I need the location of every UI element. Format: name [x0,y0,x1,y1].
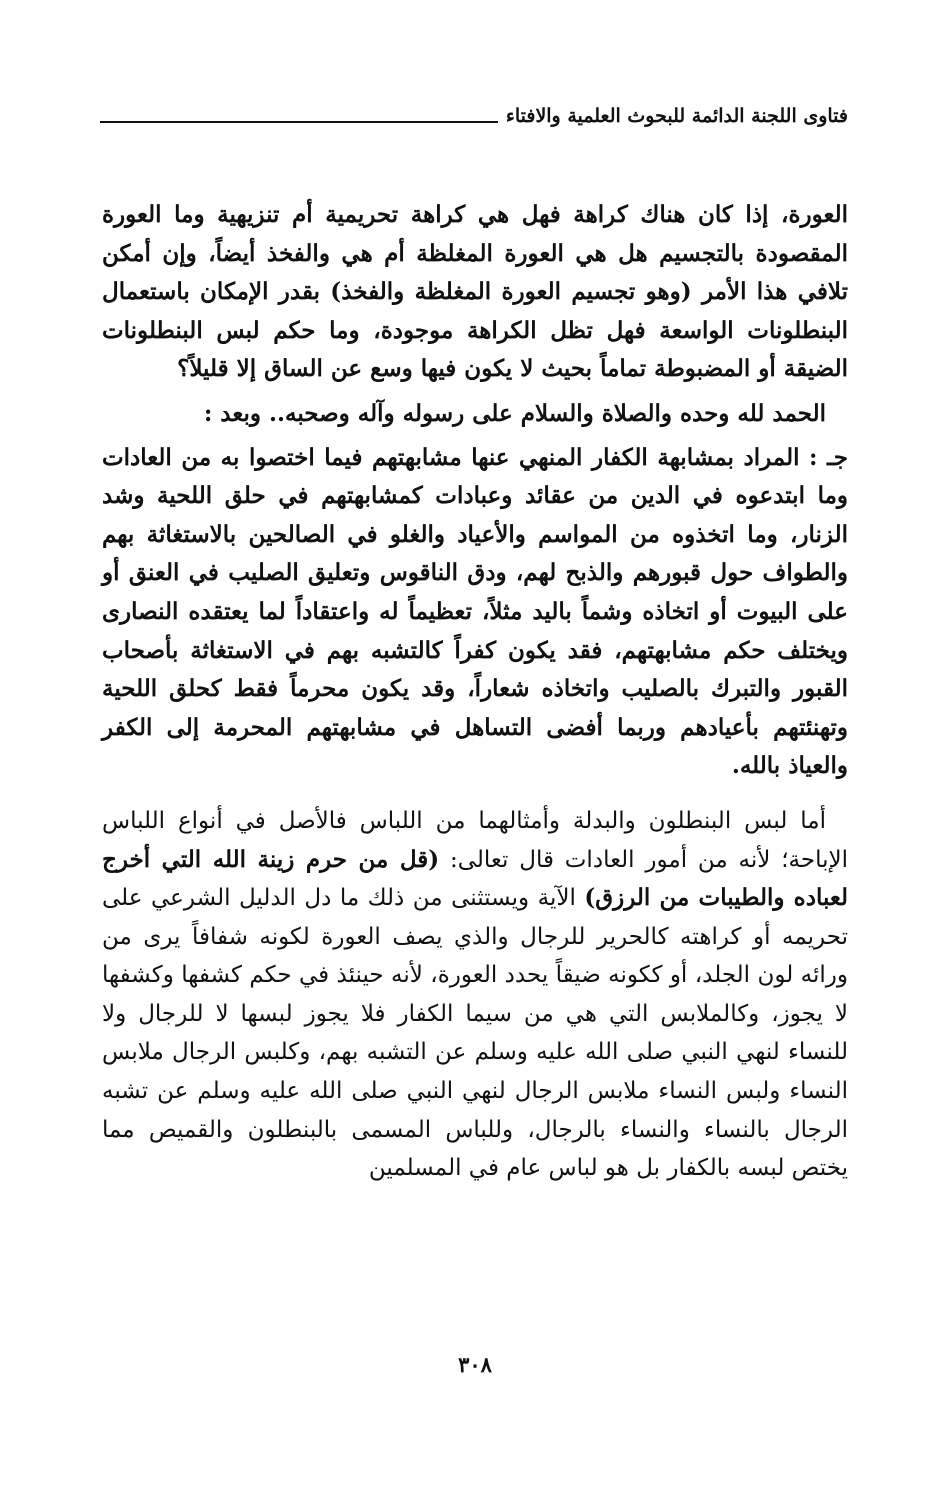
praise-line: الحمد لله وحده والصلاة والسلام على رسوله وآله وصحبه.. وبعد : [203,399,826,427]
ruling-text-before-verse: أما لبس البنطلون والبدلة وأمثالهما من اللباس فالأصل في أنواع اللباس الإباحة؛ لأنه من أمور العادات قال تعالى: [102,807,849,873]
ruling-paragraph [102,802,848,1188]
question-paragraph: العورة، إذا كان هناك كراهة فهل هي كراهة تحريمية أم تنزيهية وما العورة المقصودة بالتجسيم هل هي العورة المغلظة أم هي والفخذ أيضاً، وإن أمكن تلافي هذا الأمر (وهو تجسيم العورة المغلظة والفخذ) بقدر الإمكان باستعمال البنطلونات الواسعة فهل تظل الكراهة موجودة، وما حكم لبس البنطلونات الضيقة أو المضبوطة تماماً بحيث لا يكون فيها وسع عن الساق إلا قليلاً؟ [102,201,848,383]
answer-text: المراد بمشابهة الكفار المنهي عنها مشابهتهم فيما اختصوا به من العادات وما ابتدعوه في الدين من عقائد وعبادات كمشابهتهم في حلق اللحية وشد الزنار، وما اتخذوه من المواسم والأعياد والغلو في الصالحين بالاستغاثة بهم والطواف حول قبورهم والذبح لهم، ودق الناقوس وتعليق الصليب في العنق أو على البيوت أو اتخاذه وشماً باليد مثلاً، تعظيماً له واعتقاداً لما يعتقده النصارى ويختلف حكم مشابهتهم، فقد يكون كفراً كالتشبه بهم في الاستغاثة بأصحاب القبور والتبرك بالصليب واتخاذه شعاراً، وقد يكون محرماً فقط كحلق اللحية وتهنئتهم بأعيادهم وربما أفضى التساهل في مشابهتهم المحرمة إلى الكفر والعياذ بالله. [102,443,848,780]
ruling-text-after-verse: الآية ويستثنى من ذلك ما دل الدليل الشرعي على تحريمه أو كراهته كالحرير للرجال والذي يصف العورة لكونه شفافاً يرى من ورائه لون الجلد، أو ككونه ضيقاً يحدد العورة، لأنه حينئذ في حكم كشفها وكشفها لا يجوز، وكالملابس التي هي من سيما الكفار فلا يجوز لبسها لا للرجال ولا للنساء لنهي النبي صلى الله عليه وسلم عن التشبه بهم، وكلبس الرجال ملابس النساء ولبس النساء ملابس الرجال لنهي النبي صلى الله عليه وسلم عن تشبه الرجال بالنساء والنساء بالرجال، وللباس المسمى بالبنطلون والقميص مما يختص لبسه بالكفار بل هو لباس عام في المسلمين [102,885,848,1182]
page-number: ٣٠٨ [458,1352,492,1377]
running-header [100,92,848,126]
answer-label: جـ : [809,443,848,471]
answer-paragraph [102,439,848,786]
body-text [102,196,848,1188]
book-title: فتاوى اللجنة الدائمة للبحوث العلمية والافتاء [505,105,848,127]
header-rule [100,121,498,123]
quran-verse: (قل من حرم زينة الله التي أخرج لعباده والطيبات من الرزق) [102,845,848,912]
